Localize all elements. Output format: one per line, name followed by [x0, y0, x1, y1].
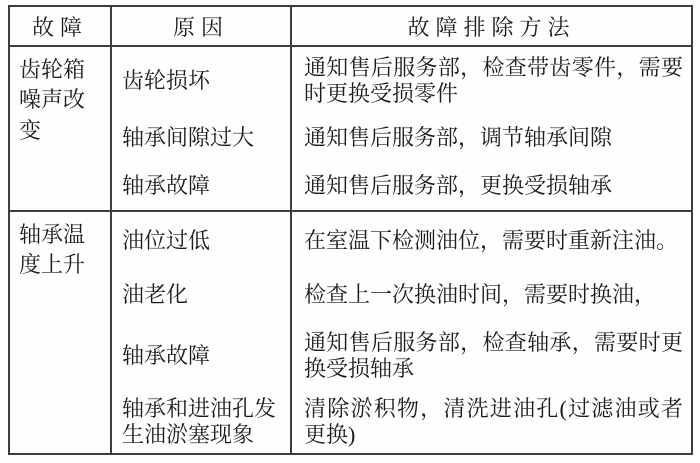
- troubleshooting-table: [8, 5, 693, 455]
- remedy-cell: 检查上一次换油时间，需要时换油，: [291, 269, 692, 321]
- header-cell-fault: 故障: [9, 6, 111, 46]
- fault-cell-gearbox-noise: 齿轮箱噪声改变: [19, 57, 86, 143]
- cause-cell: 轴承故障: [111, 321, 291, 391]
- cause-cell: 齿轮损坏: [111, 46, 291, 114]
- table-row: [9, 269, 692, 321]
- table-row: [9, 46, 692, 114]
- remedy-cell: 通知售后服务部，更换受损轴承: [291, 162, 692, 211]
- header-cell-remedy: 故障排除方法: [291, 6, 692, 46]
- header-cell-cause: 原因: [111, 6, 291, 46]
- table-row: [9, 162, 692, 211]
- fault-cell-bearing-temp: 轴承温度上升: [9, 211, 111, 454]
- header-row: [9, 6, 692, 46]
- table-row: [9, 391, 692, 454]
- remedy-cell: 通知售后服务部，调节轴承间隙: [291, 114, 692, 162]
- cause-cell: 轴承故障: [111, 162, 291, 211]
- cause-cell: 油位过低: [111, 211, 291, 269]
- table-row: [9, 321, 692, 391]
- cause-cell: 轴承间隙过大: [111, 114, 291, 162]
- cause-cell: 轴承和进油孔发生油淤塞现象: [111, 391, 291, 454]
- remedy-cell: 通知售后服务部，检查带齿零件，需要时更换受损零件: [291, 46, 692, 114]
- remedy-cell: 通知售后服务部，检查轴承，需要时更换受损轴承: [291, 321, 692, 391]
- table-row: [9, 114, 692, 162]
- cause-cell: 油老化: [111, 269, 291, 321]
- remedy-cell: 在室温下检测油位，需要时重新注油。: [291, 211, 692, 269]
- table-row: [9, 211, 692, 269]
- remedy-cell: 清除淤积物，清洗进油孔(过滤油或者更换): [291, 391, 692, 454]
